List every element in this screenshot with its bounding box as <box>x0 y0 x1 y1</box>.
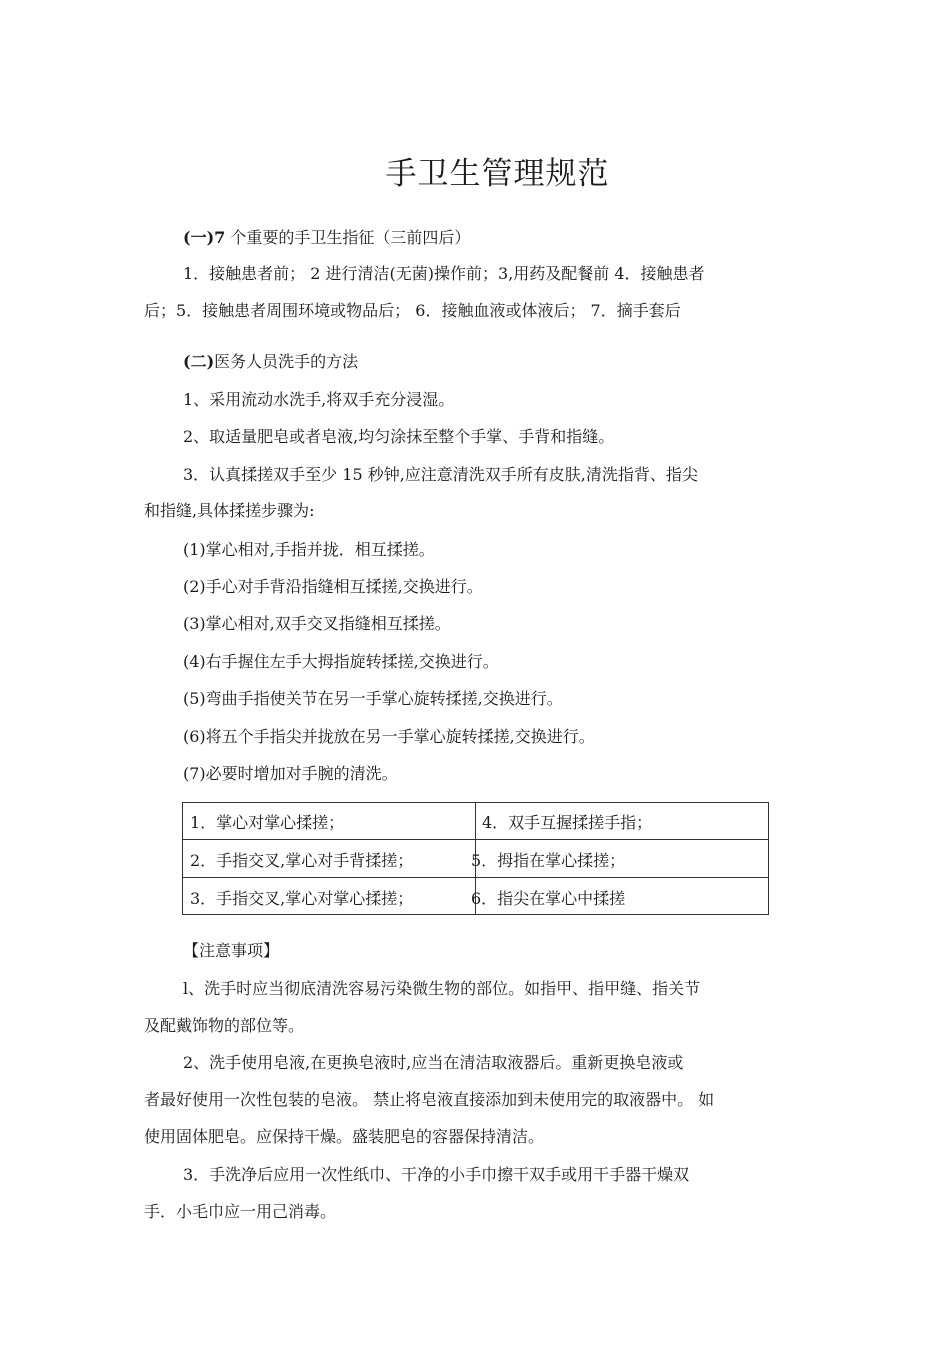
section1-heading-text: 个重要的手卫生指征（三前四后） <box>230 228 471 247</box>
note1-line2: 及配戴饰物的部位等。 <box>144 1016 305 1035</box>
note2-line3: 使用固体肥皂。应保持干燥。盛装肥皂的容器保持清洁。 <box>144 1127 545 1146</box>
section2-p3-line1: 3．认真揉搓双手至少 15 秒钟,应注意清洗双手所有皮肤,清洗指背、指尖 <box>183 465 698 484</box>
section1-line2: 后；5．接触患者周围环境或物品后； 6．接触血液或体液后； 7．摘手套后 <box>144 301 681 320</box>
notes-heading: 【注意事项】 <box>183 941 280 960</box>
table-cell: 5．拇指在掌心揉搓； <box>471 851 626 870</box>
section1-line1: 1．接触患者前； 2 进行清洁(无菌)操作前；3,用药及配餐前 4．接触患者 <box>183 264 705 283</box>
step-item: (6)将五个手指尖并拢放在另一手掌心旋转揉搓,交换进行。 <box>183 727 595 746</box>
table-cell: 1．掌心对掌心揉搓； <box>190 813 345 832</box>
section2-p2: 2、取适量肥皂或者皂液,均匀涂抹至整个手掌、手背和指缝。 <box>183 427 615 446</box>
note2-line1: 2、洗手使用皂液,在更换皂液时,应当在清洁取液器后。重新更换皂液或 <box>183 1053 684 1072</box>
hand-rub-steps-table <box>182 802 769 915</box>
section2-heading-prefix: (二) <box>183 352 215 371</box>
table-cell: 2．手指交叉,掌心对手背揉搓； <box>190 851 414 870</box>
section1-heading <box>183 228 470 248</box>
table-cell: 4．双手互握揉搓手指； <box>482 813 653 832</box>
section2-heading-text: 医务人员洗手的方法 <box>214 352 359 371</box>
section2-heading <box>183 352 358 372</box>
step-item: (3)掌心相对,双手交叉指缝相互揉搓。 <box>183 614 451 633</box>
step-item: (5)弯曲手指使关节在另一手掌心旋转揉搓,交换进行。 <box>183 689 563 708</box>
step-item: (4)右手握住左手大拇指旋转揉搓,交换进行。 <box>183 652 499 671</box>
note1-line1: l、洗手时应当彻底清洗容易污染微生物的部位。如指甲、指甲缝、指关节 <box>183 979 701 998</box>
step-item: (7)必要时增加对手腕的清洗。 <box>183 764 398 783</box>
note3-line1: 3．手洗净后应用一次性纸巾、干净的小手巾擦干双手或用干手器干燥双 <box>183 1165 690 1184</box>
note2-line2: 者最好使用一次性包装的皂液。 禁止将皂液直接添加到未使用完的取液器中。 如 <box>144 1090 715 1109</box>
page-title: 手卫生管理规范 <box>385 156 610 192</box>
note3-line2: 手．小毛巾应一用己消毒。 <box>144 1202 337 1221</box>
section2-p1: 1、采用流动水洗手,将双手充分浸湿。 <box>183 390 455 409</box>
section2-p3-line2: 和指缝,具体揉搓步骤为: <box>144 501 315 520</box>
table-cell: 6．指尖在掌心中揉搓 <box>471 889 626 908</box>
step-item: (1)掌心相对,手指并拢．相互揉搓。 <box>183 540 435 559</box>
step-item: (2)手心对手背沿指缝相互揉搓,交换进行。 <box>183 577 483 596</box>
section1-heading-prefix: (一)7 <box>183 228 226 247</box>
table-cell: 3．手指交叉,掌心对掌心揉搓； <box>190 889 414 908</box>
